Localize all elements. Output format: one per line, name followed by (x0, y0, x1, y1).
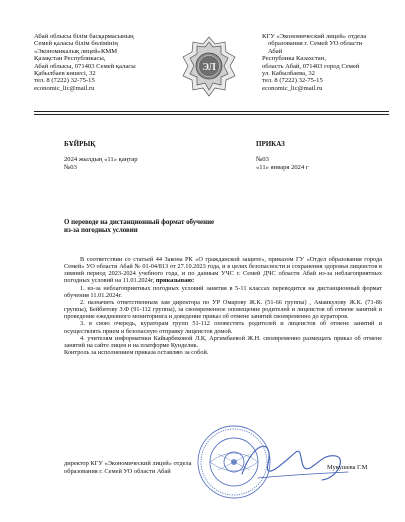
body-intro-text: В соответствии со статьей 44 Закона РК «О гражданской защите», приказом ГУ «Отдел образования города Семей» УО области Абай № 01-04/813 от 27.10.2023 года, и в целях безопасности и сохранения здоровья лицеистов в зимний период 2023-2024 учебного года, и по данным УЧС г. Семей ДЧС области Абай из-за неблагоприятных погодных условий на 11.01.2024г, (64, 256, 382, 285)
signature-name: Мукушева Г.М (327, 464, 368, 471)
header-left-line: Семей қаласы білім бөлімінің (34, 40, 118, 48)
doc-date-ru: «11» января 2024 г (256, 163, 309, 171)
doc-body (64, 256, 382, 356)
body-order-word: приказываю: (155, 277, 195, 285)
signature-title-line: образования г. Семей УО области Абай (64, 467, 171, 475)
header-divider-top (34, 111, 389, 112)
doc-type-kz: БҰЙРЫҚ (64, 140, 96, 148)
body-item-3: 3. в свою очередь, кураторам групп 51-112 оповестить родителей и лицеистов об отмене занятий и осуществлять прием и безопасную отправку лицеистов домой. (64, 320, 382, 335)
body-item-4: 4. учителям информатики Кайырбековой Л.К, Аргимбаевой Ж.Н. своевременно размещать приказ об отмене занятий на сайте лицея и на платформе Кунделик. (64, 334, 382, 349)
header-left-line: «Экономикалық лицей»КММ (34, 47, 118, 55)
body-item-1: 1. из-за неблагоприятных погодных условий занятия в 5-11 классах переводится на дистанционный формат обучения 11.01.2024г. (64, 284, 382, 299)
doc-type-ru: ПРИКАЗ (256, 140, 285, 148)
body-control: Контроль за исполнением приказа оставляю за собой. (64, 349, 209, 357)
doc-meta-left (64, 156, 138, 171)
header-left-line: Абай облысы, 071403 Семей қаласы (34, 62, 136, 70)
header-right-line: Абай (268, 47, 283, 55)
doc-number-ru: №03 (256, 156, 269, 163)
header-left-line: economic_lic@mail.ru (34, 84, 95, 92)
doc-subject-line: из-за погодных условии (64, 227, 138, 234)
doc-meta-right (256, 156, 309, 171)
header-right-line: область Абай, 071403 город Семей (262, 62, 360, 70)
emblem-text: ЭЛ (202, 62, 216, 73)
signature-title (64, 460, 191, 475)
header-right-line: ул. Кабылбаева, 32 (262, 70, 315, 78)
header-right-line: economic_lic@mail.ru (262, 84, 323, 92)
header-left-line: тел. 8 (7222) 32-75-15 (34, 77, 95, 85)
header-right-line: КГУ «Экономический лицей» отдела (262, 33, 367, 40)
header-left-line: Қабылбаев көшесі, 32 (34, 70, 96, 78)
doc-date-kz: 2024 жылдың «11» қаңтар (64, 156, 138, 163)
lyceum-emblem-icon (180, 36, 238, 100)
doc-subject (64, 219, 214, 235)
body-intro (64, 256, 382, 285)
header-left-address (34, 33, 136, 92)
doc-number-kz: №03 (64, 163, 77, 171)
body-item-2: 2. назначить ответственным зам директора по УР Омарову Ж.К. (51-66 группы) , Амаикулову Ж.К. (71-86 группы), Бейбитову З.Ф (91-112 группы), за своевременное оповещение родителей и лицеистов об отмене занятий и проведение ежедневного мониторинга и доведение приказ об отмене занятий своевременно до кураторов. (64, 298, 382, 321)
header-right-line: образования г. Семей УО области (268, 40, 363, 48)
header-left-line: Қазақстан Республикасы, (34, 55, 106, 63)
header-right-line: тел. 8 (7222) 32-75-15 (262, 77, 323, 85)
signature-title-line: директор КГУ «Экономический лицей» отдела (64, 460, 192, 467)
doc-subject-line: О переводе на дистанционный формат обучение (64, 219, 215, 226)
header-right-address (262, 33, 366, 92)
header-right-line: Республика Казахстан, (262, 55, 326, 63)
header-divider-bottom (34, 114, 389, 115)
header-left-line: Абай облысы білім басқармасының (34, 33, 134, 40)
